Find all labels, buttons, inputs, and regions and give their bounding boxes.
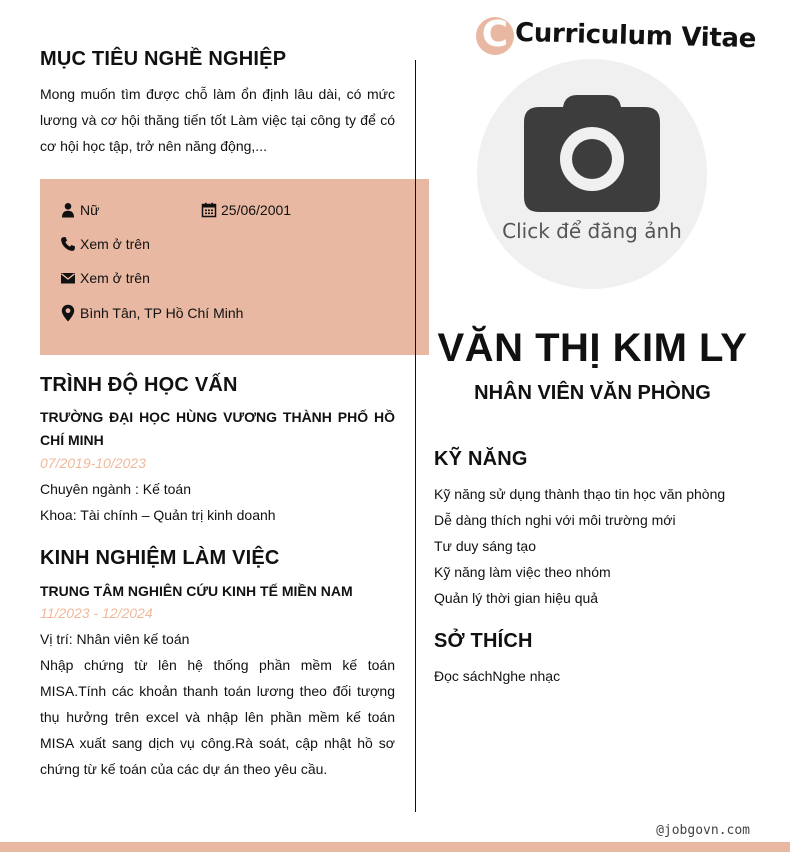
candidate-name[interactable]: VĂN THỊ KIM LY (437, 326, 748, 370)
address-value: Bình Tân, TP Hồ Chí Minh (80, 305, 244, 321)
cv-logo-text: Curriculum Vitae (514, 17, 757, 55)
education-faculty[interactable]: Khoa: Tài chính – Quản trị kinh doanh (40, 507, 276, 523)
person-icon (60, 202, 76, 218)
birthday-value: 25/06/2001 (221, 202, 292, 218)
gender-value: Nữ (80, 202, 100, 218)
email-row[interactable] (60, 270, 150, 286)
phone-icon (60, 236, 76, 252)
skill-item[interactable]: Quản lý thời gian hiệu quả (434, 590, 599, 606)
column-divider (415, 60, 416, 812)
education-period: 07/2019-10/2023 (40, 455, 146, 471)
address-row[interactable] (60, 304, 243, 322)
phone-row[interactable] (60, 236, 150, 252)
birthday-row[interactable] (201, 202, 291, 218)
experience-position[interactable]: Vị trí: Nhân viên kế toán (40, 631, 190, 647)
photo-upload[interactable] (477, 59, 707, 289)
hobbies-text[interactable]: Đọc sáchNghe nhạc (434, 668, 561, 684)
map-pin-icon (60, 304, 76, 322)
skill-item[interactable]: Kỹ năng sử dụng thành thạo tin học văn phòng (434, 486, 726, 502)
watermark: @jobgovn.com (656, 823, 750, 838)
objective-title: MỤC TIÊU NGHỀ NGHIỆP (40, 48, 287, 70)
candidate-job-title[interactable]: NHÂN VIÊN VĂN PHÒNG (474, 382, 711, 404)
calendar-icon (201, 202, 217, 218)
experience-description[interactable]: Nhập chứng từ lên hệ thống phần mềm kế toán MISA.Tính các khoản thanh toán lương theo đối tượng thụ hưởng trên excel và nhập lên phần mềm kế toán MISA xuất sang dịch vụ công.Rà soát, cập nhật hồ sơ chứng từ kế toán của các dự án theo yêu cầu. (40, 657, 395, 777)
personal-info-box (40, 179, 429, 355)
email-value: Xem ở trên (80, 270, 150, 286)
footer-bar (0, 842, 790, 852)
photo-caption: Click để đăng ảnh (502, 219, 682, 243)
skills-list (434, 481, 774, 611)
envelope-icon (60, 270, 76, 286)
phone-value: Xem ở trên (80, 236, 150, 252)
experience-title: KINH NGHIỆM LÀM VIỆC (40, 547, 280, 569)
skill-item[interactable]: Dễ dàng thích nghi với môi trường mới (434, 512, 676, 528)
skill-item[interactable]: Kỹ năng làm việc theo nhóm (434, 564, 611, 580)
education-school[interactable]: TRƯỜNG ĐẠI HỌC HÙNG VƯƠNG THÀNH PHỐ HỒ CHÍ MINH (40, 409, 395, 448)
hobbies-title: SỞ THÍCH (434, 630, 533, 652)
experience-period: 11/2023 - 12/2024 (40, 605, 153, 621)
education-title: TRÌNH ĐỘ HỌC VẤN (40, 374, 238, 396)
skill-item[interactable]: Tư duy sáng tạo (434, 538, 536, 554)
objective-text[interactable]: Mong muốn tìm được chỗ làm ổn định lâu dài, có mức lương và cơ hội thăng tiến tốt Làm việc tại công ty để có cơ hội học tập, trở nên năng động,... (40, 86, 395, 154)
camera-icon (523, 93, 661, 213)
cv-logo-c-icon (476, 17, 514, 55)
cv-logo (476, 17, 756, 55)
gender-row[interactable] (60, 202, 99, 218)
experience-company[interactable]: TRUNG TÂM NGHIÊN CỨU KINH TẾ MIỀN NAM (40, 583, 353, 599)
skills-title: KỸ NĂNG (434, 448, 528, 470)
education-major[interactable]: Chuyên ngành : Kế toán (40, 481, 192, 497)
